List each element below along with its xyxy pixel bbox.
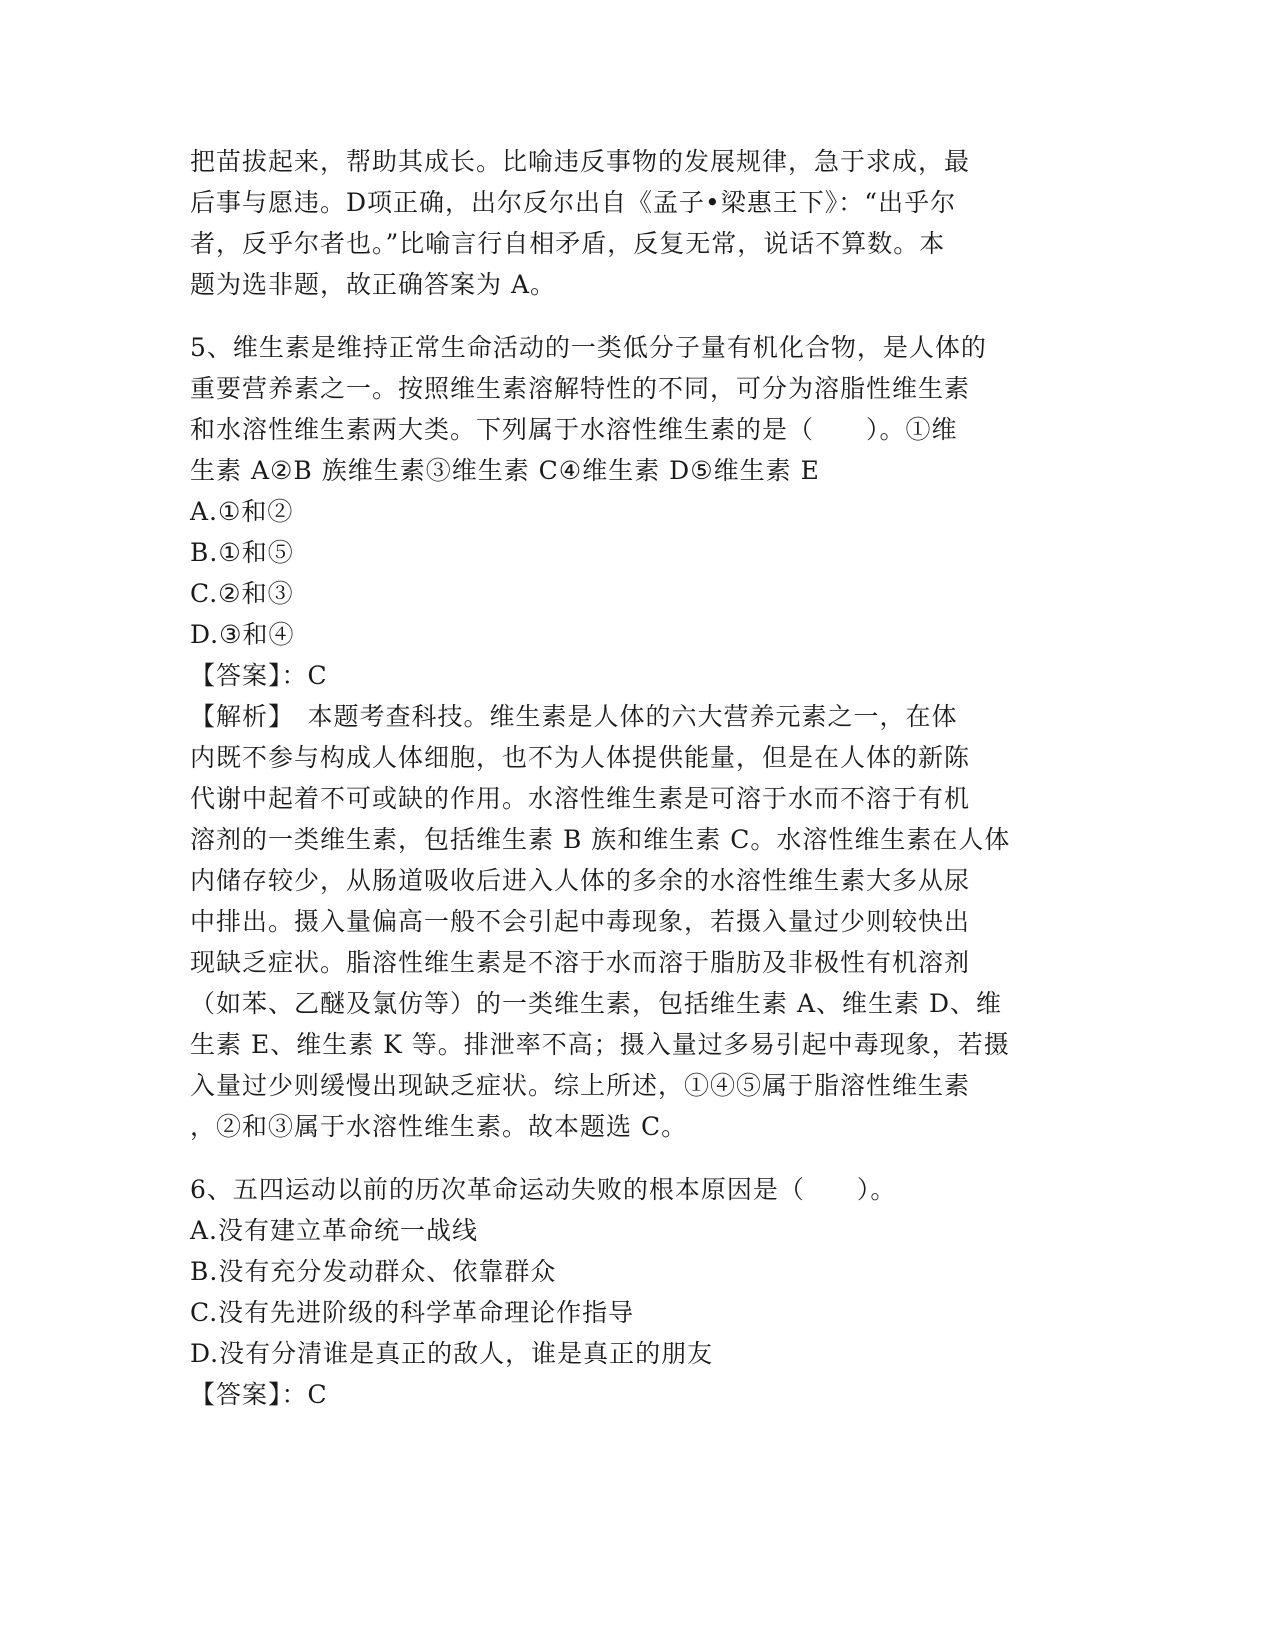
question-5-analysis-line: 入量过少则缓慢出现缺乏症状。综上所述，①④⑤属于脂溶性维生素	[190, 1071, 971, 1100]
question-6-answer: 【答案】：C	[190, 1380, 328, 1409]
question-5-analysis-line: 溶剂的一类维生素，包括维生素 B 族和维生素 C。水溶性维生素在人体	[190, 825, 1011, 854]
question-5-analysis-line: 现缺乏症状。脂溶性维生素是不溶于水而溶于脂肪及非极性有机溶剂	[190, 948, 971, 977]
question-5-analysis-line: （如苯、乙醚及氯仿等）的一类维生素，包括维生素 A、维生素 D、维	[190, 989, 1002, 1018]
question-5-stem-line: 和水溶性维生素两大类。下列属于水溶性维生素的是（ ）。①维	[190, 415, 958, 444]
prev-explanation-line: 把苗拔起来，帮助其成长。比喻违反事物的发展规律，急于求成，最	[190, 147, 971, 176]
prev-explanation-line: 题为选非题，故正确答案为 A。	[190, 270, 557, 299]
question-5-analysis-line: 内既不参与构成人体细胞，也不为人体提供能量，但是在人体的新陈	[190, 743, 971, 772]
question-5-option-c: C.②和③	[190, 579, 294, 608]
question-5-analysis-line: 中排出。摄入量偏高一般不会引起中毒现象，若摄入量过少则较快出	[190, 907, 971, 936]
question-6-stem: 6、五四运动以前的历次革命运动失败的根本原因是（ ）。	[190, 1175, 897, 1204]
question-5-analysis-line: 内储存较少，从肠道吸收后进入人体的多余的水溶性维生素大多从尿	[190, 866, 971, 895]
question-5-analysis-line: 生素 E、维生素 K 等。排泄率不高；摄入量过多易引起中毒现象，若摄	[190, 1030, 1010, 1059]
question-6-option-a: A.没有建立革命统一战线	[190, 1216, 479, 1245]
question-5-stem-line: 5、维生素是维持正常生命活动的一类低分子量有机化合物，是人体的	[190, 333, 987, 362]
question-5-option-d: D.③和④	[190, 620, 295, 649]
question-5-option-b: B.①和⑤	[190, 538, 294, 567]
question-5-analysis-line: 代谢中起着不可或缺的作用。水溶性维生素是可溶于水而不溶于有机	[190, 784, 971, 813]
question-5-answer: 【答案】：C	[190, 661, 328, 690]
prev-explanation-line: 者，反乎尔者也。”比喻言行自相矛盾，反复无常，说话不算数。本	[190, 229, 946, 258]
question-5-option-a: A.①和②	[190, 497, 294, 526]
question-5-stem-line: 生素 A②B 族维生素③维生素 C④维生素 D⑤维生素 E	[190, 456, 820, 485]
prev-explanation-line: 后事与愿违。D项正确，出尔反尔出自《孟子•梁惠王下》：“出乎尔	[190, 188, 957, 217]
question-6-option-b: B.没有充分发动群众、依靠群众	[190, 1257, 557, 1286]
question-5-analysis-line: 【解析】 本题考查科技。维生素是人体的六大营养元素之一，在体	[190, 702, 958, 731]
question-5-analysis-line: ，②和③属于水溶性维生素。故本题选 C。	[190, 1112, 688, 1141]
question-6-option-c: C.没有先进阶级的科学革命理论作指导	[190, 1298, 635, 1327]
question-5-stem-line: 重要营养素之一。按照维生素溶解特性的不同，可分为溶脂性维生素	[190, 374, 971, 403]
question-6-option-d: D.没有分清谁是真正的敌人，谁是真正的朋友	[190, 1339, 714, 1368]
